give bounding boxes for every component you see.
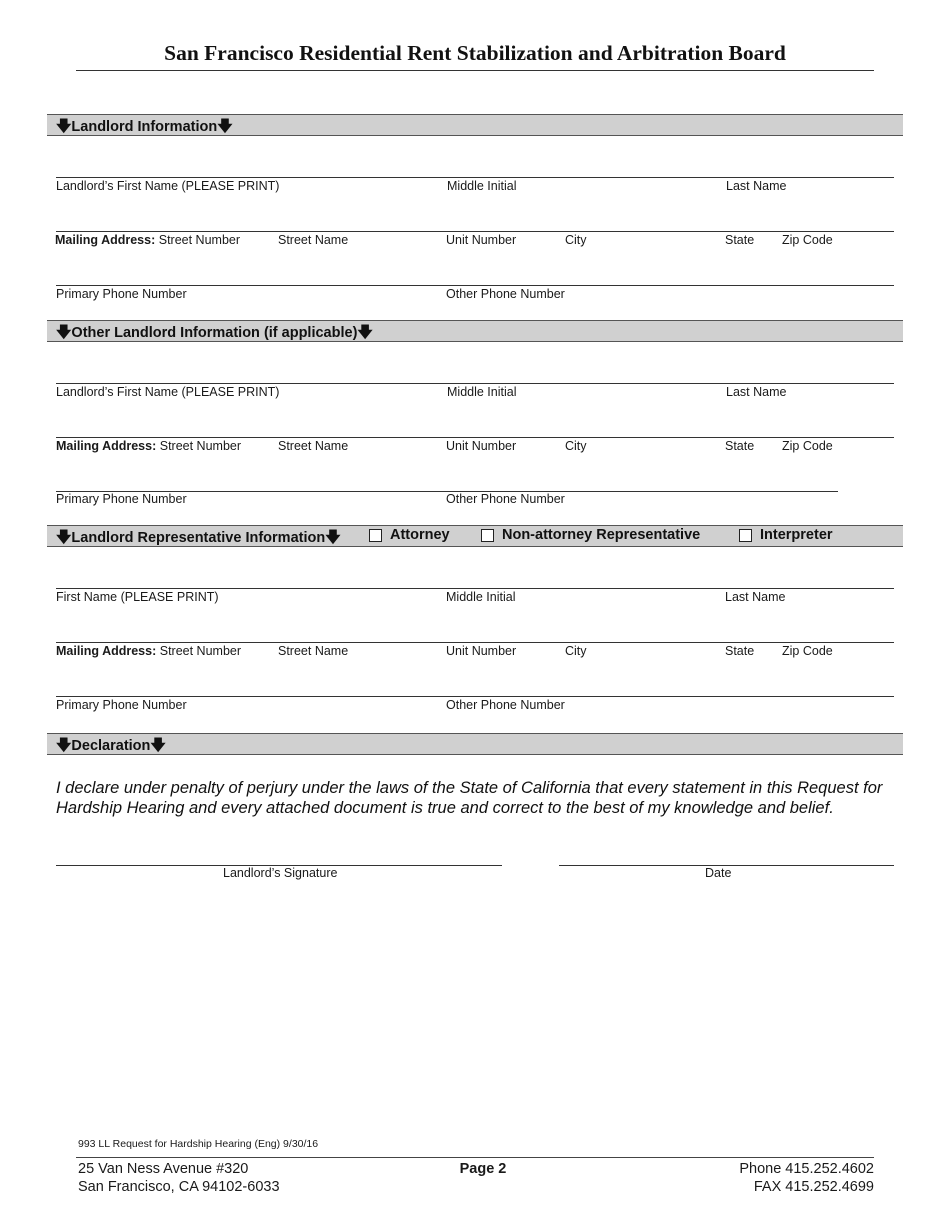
landlord-phone-field[interactable] <box>56 285 894 286</box>
other-phone-label: Other Phone Number <box>446 698 565 712</box>
primary-phone-label: Primary Phone Number <box>56 698 187 712</box>
other-phone-label: Other Phone Number <box>446 287 565 301</box>
mailing-address-label: Mailing Address: Street Number <box>56 644 242 658</box>
landlord-address-field[interactable] <box>56 231 894 232</box>
city-label: City <box>565 233 587 247</box>
down-arrow-icon: 🡇 <box>357 324 373 341</box>
address-line-2: San Francisco, CA 94102-6033 <box>78 1179 280 1195</box>
signature-label: Landlord’s Signature <box>223 866 338 880</box>
unit-number-label: Unit Number <box>446 439 517 453</box>
section-title: Landlord Representative Information <box>71 530 326 546</box>
down-arrow-icon: 🡇 <box>325 529 341 546</box>
middle-initial-label: Middle Initial <box>447 179 517 193</box>
page-title: San Francisco Residential Rent Stabilization and Arbitration Board <box>164 41 786 65</box>
middle-initial-label: Middle Initial <box>447 385 517 399</box>
last-name-label: Last Name <box>726 385 787 399</box>
form-code: 993 LL Request for Hardship Hearing (Eng) 9/30/16 <box>78 1138 319 1150</box>
representative-address-field[interactable] <box>56 642 894 643</box>
section-title: Declaration <box>71 738 151 754</box>
mailing-address-label: Mailing Address: Street Number <box>56 439 242 453</box>
city-label: City <box>565 439 587 453</box>
state-label: State <box>725 439 755 453</box>
landlord-name-field[interactable] <box>56 177 894 178</box>
street-name-label: Street Name <box>278 644 349 658</box>
zip-code-label: Zip Code <box>782 439 833 453</box>
phone-number: Phone 415.252.4602 <box>739 1161 874 1177</box>
other-landlord-address-field[interactable] <box>56 437 894 438</box>
other-landlord-name-field[interactable] <box>56 383 894 384</box>
footer-divider <box>76 1157 874 1158</box>
zip-code-label: Zip Code <box>782 233 833 247</box>
down-arrow-icon: 🡇 <box>150 737 166 754</box>
attorney-checkbox[interactable] <box>369 529 382 542</box>
last-name-label: Last Name <box>725 590 786 604</box>
down-arrow-icon: 🡇 <box>217 118 233 135</box>
section-title: Landlord Information <box>71 119 218 135</box>
section-other-landlord-info <box>47 320 903 342</box>
interpreter-checkbox[interactable] <box>739 529 752 542</box>
street-name-label: Street Name <box>278 233 349 247</box>
down-arrow-icon: 🡇 <box>56 529 72 546</box>
other-phone-label: Other Phone Number <box>446 492 565 506</box>
non-attorney-checkbox[interactable] <box>481 529 494 542</box>
section-landlord-info <box>47 114 903 136</box>
page-number: Page 2 <box>459 1161 507 1177</box>
mailing-address-label: Mailing Address: Street Number <box>55 233 241 247</box>
state-label: State <box>725 644 755 658</box>
declaration-statement: I declare under penalty of perjury under the laws of the State of California that every statement in this Request for Hardship Hearing and every attached document is true and correct to the best of my knowledge and belief. <box>56 779 883 817</box>
section-declaration <box>47 733 903 755</box>
section-title: Other Landlord Information (if applicable) <box>71 325 358 341</box>
interpreter-option-label: Interpreter <box>760 527 833 543</box>
primary-phone-label: Primary Phone Number <box>56 287 187 301</box>
address-line-1: 25 Van Ness Avenue #320 <box>78 1161 249 1177</box>
section-representative-info <box>47 525 903 547</box>
representative-phone-field[interactable] <box>56 696 894 697</box>
representative-name-field[interactable] <box>56 588 894 589</box>
date-label: Date <box>705 866 732 880</box>
down-arrow-icon: 🡇 <box>56 737 72 754</box>
first-name-label: First Name (PLEASE PRINT) <box>56 590 219 604</box>
title-divider <box>76 70 874 71</box>
first-name-label: Landlord’s First Name (PLEASE PRINT) <box>56 179 280 193</box>
middle-initial-label: Middle Initial <box>446 590 516 604</box>
down-arrow-icon: 🡇 <box>56 118 72 135</box>
last-name-label: Last Name <box>726 179 787 193</box>
fax-number: FAX 415.252.4699 <box>753 1179 874 1195</box>
city-label: City <box>565 644 587 658</box>
street-name-label: Street Name <box>278 439 349 453</box>
state-label: State <box>725 233 755 247</box>
down-arrow-icon: 🡇 <box>56 324 72 341</box>
unit-number-label: Unit Number <box>446 644 517 658</box>
non-attorney-option-label: Non-attorney Representative <box>502 527 701 543</box>
zip-code-label: Zip Code <box>782 644 833 658</box>
footer-contact <box>739 1160 874 1196</box>
attorney-option-label: Attorney <box>390 527 450 543</box>
first-name-label: Landlord’s First Name (PLEASE PRINT) <box>56 385 280 399</box>
primary-phone-label: Primary Phone Number <box>56 492 187 506</box>
unit-number-label: Unit Number <box>446 233 517 247</box>
